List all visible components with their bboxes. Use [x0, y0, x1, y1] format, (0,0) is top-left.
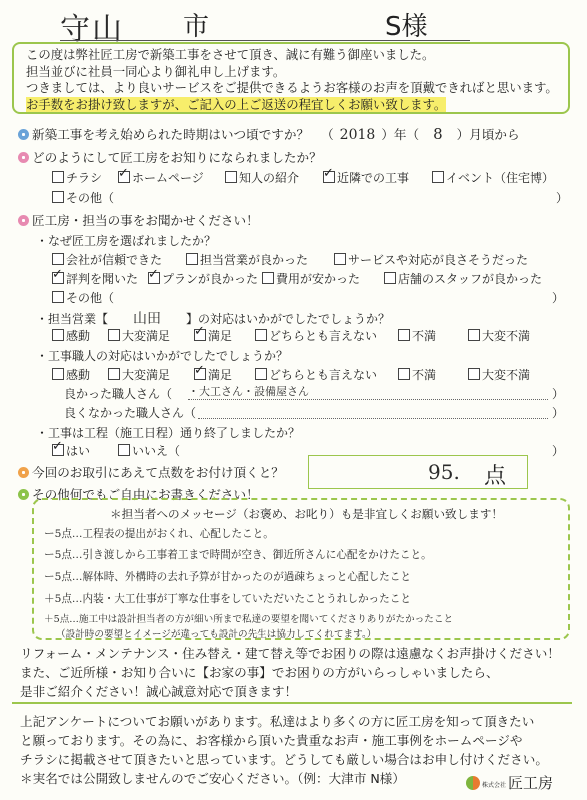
logo-company-type: 株式会社 [482, 782, 507, 789]
sales-person-name[interactable]: 山田 [133, 311, 162, 327]
month-suffix: ）月頃から [456, 127, 520, 142]
message-line-2: ー5点…引き渡しから工事着工まで時間が空き、御近所さんに心配をかけたこと。 [44, 549, 432, 561]
message-line-3: ー5点…解体時、外構時の去れ予算が甘かったのが過疎ちょっと心配したこと [44, 571, 411, 583]
q2-other-close: ） [556, 191, 569, 205]
flower-icon [18, 489, 29, 500]
option-label: 感動 [66, 368, 91, 382]
option-label: 不満 [412, 368, 437, 382]
checkbox-icon[interactable] [468, 329, 480, 341]
checkbox-icon[interactable] [432, 171, 444, 183]
customer-name: S様 [385, 12, 428, 42]
sales-option-3[interactable] [255, 327, 377, 344]
message-line-1: ー5点…工程表の提出がおくれ、心配したこと。 [44, 528, 274, 540]
flower-icon [18, 129, 29, 140]
option-label: 満足 [208, 368, 233, 382]
checkbox-icon[interactable] [118, 444, 130, 456]
option-label: 知人の紹介 [239, 171, 300, 185]
reform-line-1: リフォーム・メンテナンス・住み替え・建て替え等でお困りの際は遠慮なくお声掛けください！ [20, 646, 560, 661]
option-label: 大変不満 [482, 329, 531, 343]
option-label: 店舗のスタッフが良かった [398, 272, 543, 286]
why-option-2[interactable] [334, 251, 528, 268]
question-4-text: 今回のお取引にあえて点数をお付け頂くと？ [32, 465, 284, 480]
month-value[interactable]: 8 [433, 125, 443, 143]
option-label: 費用が安かった [276, 272, 361, 286]
checkbox-icon[interactable] [468, 368, 480, 380]
message-line-4: ＋5点…内装・大工仕事が丁寧な仕事をしていただいたことうれしかったこと [44, 593, 411, 605]
checkbox-icon[interactable] [52, 191, 64, 203]
bad-craftsmen-close: ） [552, 406, 565, 420]
option-label: 担当営業が良かった [200, 253, 309, 267]
checkbox-icon[interactable] [398, 368, 410, 380]
intro-line-2: 担当並びに社員一同心より御礼申し上げます。 [26, 63, 286, 79]
option-label: 大変不満 [482, 368, 531, 382]
option-label: 大変満足 [122, 368, 171, 382]
checkbox-icon[interactable] [384, 272, 396, 284]
flower-icon [18, 467, 29, 478]
footer-line-4: ＊実名では公開致しませんのでご安心ください。（例：大津市 N様） [20, 771, 405, 786]
reform-line-2: また、ご近所様・お知り合いに【お家の事】でお困りの方がいらっしゃいましたら、 [20, 665, 499, 680]
bad-craftsmen-value[interactable] [198, 404, 548, 419]
checkbox-icon[interactable] [225, 171, 237, 183]
message-prompt: ＊担当者へのメッセージ（お褒め、お叱り）も是非宜しくお願い致します！ [110, 507, 504, 521]
intro-line-1: この度は弊社匠工房で新築工事をさせて頂き、誠に有難う御座いました。 [26, 47, 435, 62]
checkbox-icon[interactable] [52, 171, 64, 183]
footer-line-1: 上記アンケートについてお願いがあります。私達はより多くの方に匠工房を知って頂きたい [20, 714, 535, 729]
score-value[interactable]: 95. [428, 460, 460, 484]
option-label: 感動 [66, 329, 91, 343]
checkbox-icon[interactable] [334, 253, 346, 265]
option-label: イベント（住宅博） [446, 171, 555, 185]
checkbox-icon[interactable] [186, 253, 198, 265]
question-1 [18, 124, 520, 143]
footer-line-2: と願っております。その為に、お客様から頂いた貴重なお声・施工事例をホームページや [20, 733, 523, 748]
option-label: プランが良かった [162, 272, 259, 286]
option-label: 大変満足 [122, 329, 171, 343]
sales-option-2[interactable] [194, 327, 232, 344]
footer-line-3: チラシに掲載させて頂きたいと思っています。どうしても厳しい場合はお申し付けください。 [20, 752, 548, 767]
question-1-text: 新築工事を考え始められた時期はいつ頃ですか？ [32, 127, 310, 142]
company-logo [466, 772, 553, 793]
why-option-3[interactable] [52, 270, 138, 287]
good-craftsmen-close: ） [552, 387, 565, 401]
q2-option-2[interactable] [225, 169, 299, 186]
question-5-text: その他何でもご自由にお書きください！ [32, 487, 259, 502]
reform-line-3: 是非ご紹介ください！誠心誠意対応で頂きます！ [20, 684, 298, 699]
schedule-option-1[interactable] [118, 442, 180, 459]
option-label: チラシ [66, 171, 103, 185]
city-suffix: 市 [183, 12, 210, 42]
year-close: ）年（ [381, 127, 420, 142]
sales-option-5[interactable] [468, 327, 530, 344]
schedule-question: ・工事は工程（施工日程）通り終了しましたか？ [36, 426, 301, 440]
schedule-close: ） [552, 444, 565, 458]
q2-option-0[interactable] [52, 169, 102, 186]
option-label: 近隣での工事 [337, 171, 410, 185]
option-label: 会社が信頼できた [66, 253, 163, 267]
q2-option-5[interactable] [52, 189, 114, 206]
option-label: 満足 [208, 329, 233, 343]
sales-suffix: 】の対応はいかがでしたでしょうか？ [186, 312, 391, 326]
header-underline [60, 40, 470, 41]
sales-question [36, 308, 390, 328]
sales-option-4[interactable] [398, 327, 436, 344]
option-label: はい [66, 444, 91, 458]
message-line-6: （設計時の要望とイメージが違っても設計の先生は協力してくれてます。） [56, 629, 377, 640]
customer-city: 守山 [60, 12, 124, 47]
flower-icon [18, 152, 29, 163]
question-3 [18, 210, 259, 229]
checkbox-icon[interactable] [52, 368, 64, 380]
checkbox-checked-icon[interactable] [52, 272, 64, 284]
checkbox-icon[interactable] [52, 291, 64, 303]
checkbox-icon[interactable] [52, 253, 64, 265]
flower-icon [18, 215, 29, 226]
craft-option-5[interactable] [468, 366, 530, 383]
why-option-7[interactable] [52, 289, 114, 306]
checkbox-checked-icon[interactable] [118, 171, 130, 183]
intro-highlight: お手数をお掛け致しますが、ご記入の上ご返送の程宜しくお願い致します。 [26, 96, 447, 112]
craft-option-1[interactable] [108, 366, 170, 383]
craft-option-2[interactable] [194, 366, 232, 383]
schedule-option-0[interactable] [52, 442, 90, 459]
checkbox-checked-icon[interactable] [194, 329, 206, 341]
sales-prefix: ・担当営業【 [36, 312, 109, 326]
checkbox-icon[interactable] [52, 329, 64, 341]
intro-line-4 [26, 97, 568, 114]
option-label: サービスや対応が良さそうだった [348, 253, 529, 267]
craft-option-4[interactable] [398, 366, 436, 383]
good-craftsmen-label: 良かった職人さん（ [64, 387, 173, 401]
q2-option-4[interactable] [432, 169, 554, 186]
intro-line-3: つきましては、より良いサービスをご提供できるようお客様のお声を頂戴できればと思います。 [26, 80, 558, 95]
question-3-text: 匠工房・担当の事をお聞かせください！ [32, 213, 259, 228]
sales-option-0[interactable] [52, 327, 90, 344]
option-label: ホームページ [132, 171, 204, 185]
question-2 [18, 147, 322, 166]
option-label: 不満 [412, 329, 437, 343]
why-option-1[interactable] [186, 251, 308, 268]
question-2-text: どのようにして匠工房をお知りになられましたか？ [32, 150, 322, 165]
craft-question: ・工事職人の対応はいかがでしたでしょうか？ [36, 349, 289, 363]
checkbox-icon[interactable] [108, 329, 120, 341]
logo-mark-icon [466, 776, 480, 790]
checkbox-checked-icon[interactable] [194, 368, 206, 380]
checkbox-icon[interactable] [398, 329, 410, 341]
checkbox-icon[interactable] [262, 272, 274, 284]
why-question: ・なぜ匠工房を選ばれましたか？ [36, 234, 217, 248]
option-label: どちらとも言えない [269, 368, 378, 382]
checkbox-checked-icon[interactable] [52, 444, 64, 456]
why-other-close: ） [552, 291, 565, 305]
option-label: その他（ [66, 291, 115, 305]
score-unit: 点 [484, 464, 507, 489]
question-4 [18, 462, 284, 481]
why-option-5[interactable] [262, 270, 360, 287]
intro-box [12, 42, 570, 114]
craft-option-0[interactable] [52, 366, 90, 383]
checkbox-icon[interactable] [108, 368, 120, 380]
craft-option-3[interactable] [255, 366, 377, 383]
year-open: （ [321, 127, 334, 142]
sales-option-1[interactable] [108, 327, 170, 344]
checkbox-icon[interactable] [255, 368, 267, 380]
year-value[interactable]: 2018 [339, 127, 376, 143]
q2-option-3[interactable] [323, 169, 409, 186]
option-label: その他（ [66, 191, 115, 205]
logo-text: 匠工房 [508, 774, 554, 792]
checkbox-checked-icon[interactable] [148, 272, 160, 284]
bad-craftsmen-label: 良くなかった職人さん（ [64, 406, 197, 420]
option-label: いいえ（ [132, 444, 181, 458]
good-craftsmen-value[interactable]: ・大工さん・設備屋さん [188, 383, 548, 400]
checkbox-checked-icon[interactable] [323, 171, 335, 183]
why-option-4[interactable] [148, 270, 258, 287]
message-line-5: ＋5点…施工中は設計担当者の方が細い所まで私達の要望を聞いてくださりありがたかったこと [44, 614, 454, 625]
option-label: 評判を聞いた [66, 272, 139, 286]
divider [12, 702, 572, 704]
option-label: どちらとも言えない [269, 329, 378, 343]
why-option-6[interactable] [384, 270, 542, 287]
why-option-0[interactable] [52, 251, 162, 268]
checkbox-icon[interactable] [255, 329, 267, 341]
q2-option-1[interactable] [118, 169, 204, 186]
